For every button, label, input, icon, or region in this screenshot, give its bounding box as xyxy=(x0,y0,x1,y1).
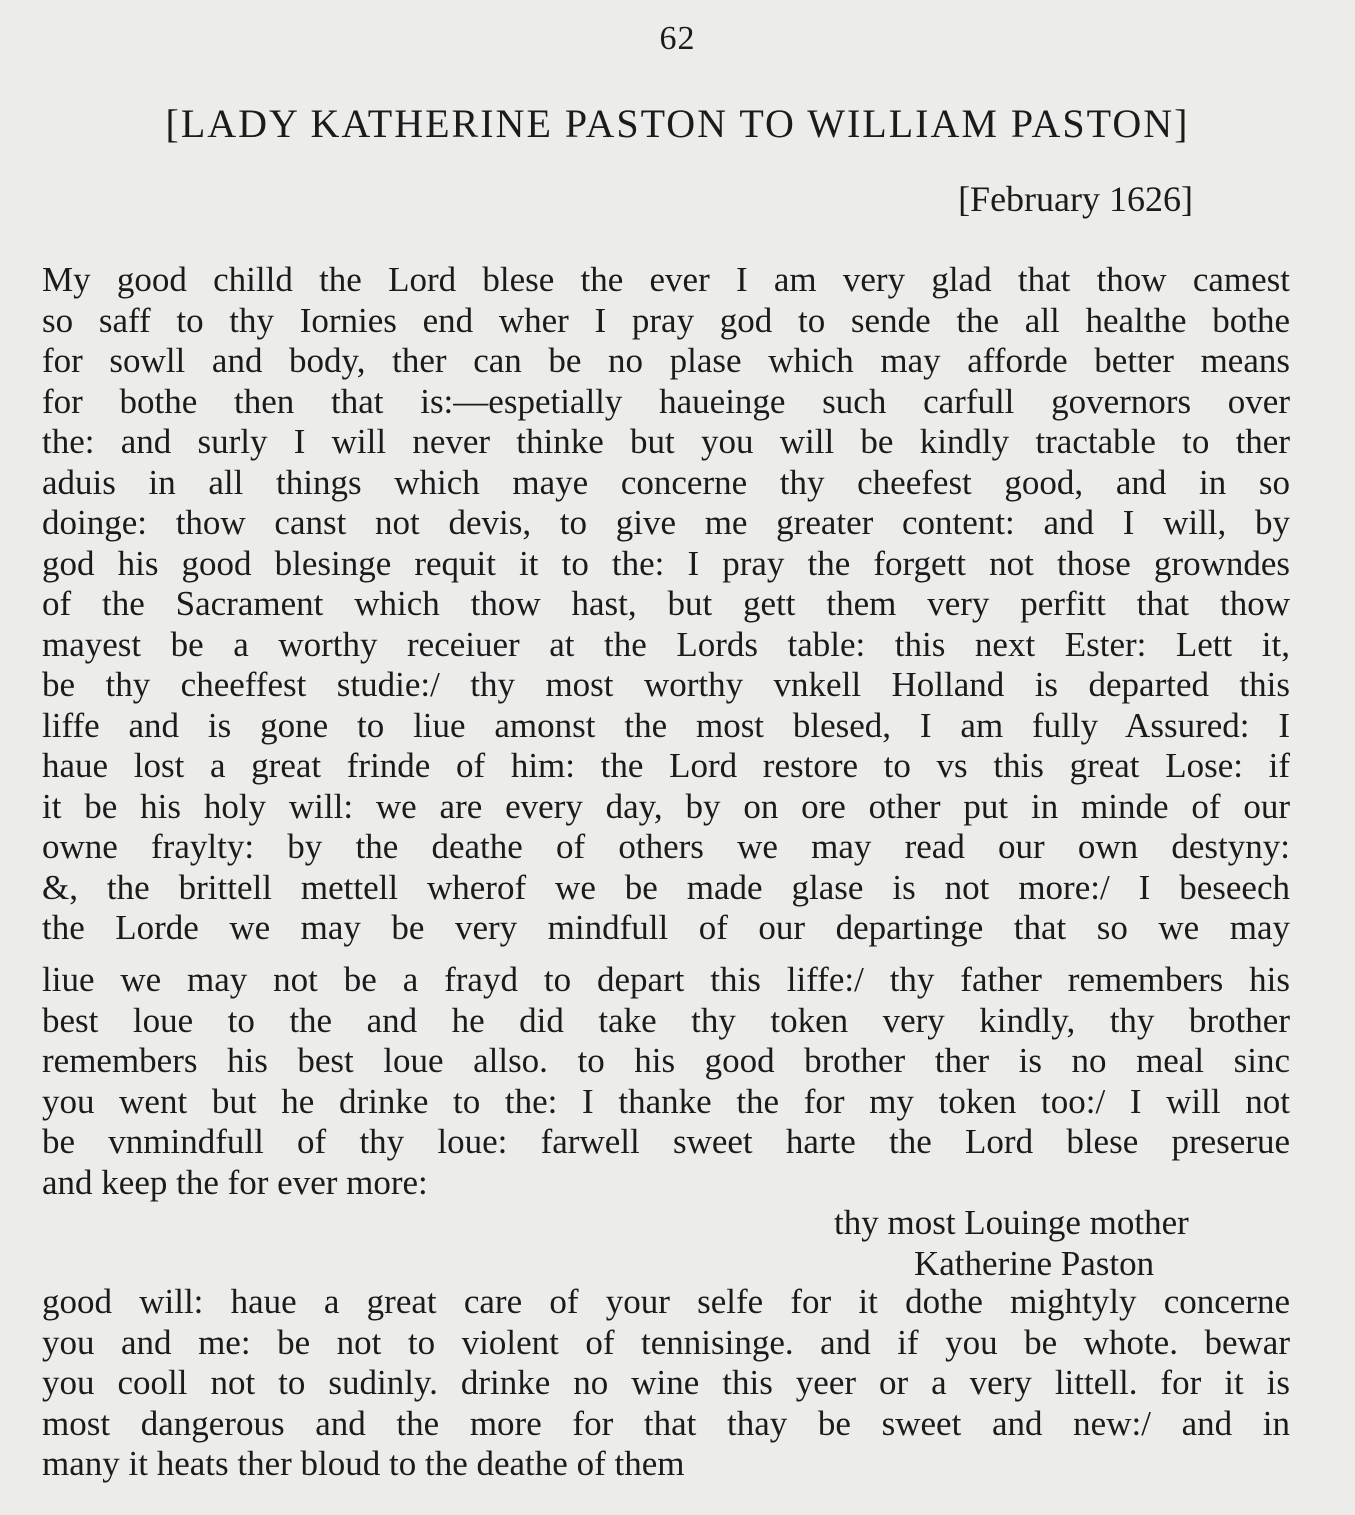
text-line: you cooll not to sudinly. drinke no wine this yeer or a very littell. for it is xyxy=(42,1363,1290,1402)
text-line: and keep the for ever more: xyxy=(42,1162,428,1202)
text-line: haue lost a great frinde of him: the Lord restore to vs this great Lose: if xyxy=(42,746,1290,785)
text-line: the: and surly I will never thinke but you will be kindly tractable to ther xyxy=(42,422,1290,461)
text-line: liue we may not be a frayd to depart this liffe:/ thy father remembers his xyxy=(42,960,1290,999)
text-line: doinge: thow canst not devis, to give me greater content: and I will, by xyxy=(42,503,1290,542)
text-line: most dangerous and the more for that thay be sweet and new:/ and in xyxy=(42,1403,1290,1443)
letter-title: [LADY KATHERINE PASTON TO WILLIAM PASTON] xyxy=(165,101,1190,146)
text-line: be thy cheeffest studie:/ thy most worthy vnkell Holland is departed this xyxy=(42,665,1290,704)
letter-date: [February 1626] xyxy=(958,179,1193,219)
text-line: god his good blesinge requit it to the: I pray the forgett not those growndes xyxy=(42,543,1290,583)
text-line: mayest be a worthy receiuer at the Lords table: this next Ester: Lett it, xyxy=(42,624,1290,664)
text-line: remembers his best loue allso. to his good brother ther is no meal sinc xyxy=(42,1041,1290,1080)
text-line: aduis in all things which maye concerne thy cheefest good, and in so xyxy=(42,462,1290,502)
text-line: for sowll and body, ther can be no plase which may afforde better means xyxy=(42,341,1290,380)
signature-block xyxy=(834,1203,1189,1284)
text-line: many it heats ther bloud to the deathe of them xyxy=(42,1444,685,1483)
letter-body-part2 xyxy=(42,960,1290,1203)
page-number: 62 xyxy=(659,20,696,57)
text-line: good will: haue a great care of your selfe for it dothe mightyly concerne xyxy=(42,1282,1290,1321)
text-line: &, the brittell mettell wherof we be made glase is not more:/ I beseech xyxy=(42,867,1290,907)
text-line: My good chilld the Lord blese the ever I am very glad that thow camest xyxy=(42,260,1290,299)
text-line: be vnmindfull of thy loue: farwell sweet harte the Lord blese preserue xyxy=(42,1122,1290,1161)
text-line: so saff to thy Iornies end wher I pray god to sende the all healthe bothe xyxy=(42,300,1290,340)
text-line: for bothe then that is:—espetially haueinge such carfull governors over xyxy=(42,381,1290,421)
text-line: you and me: be not to violent of tennisinge. and if you be whote. bewar xyxy=(42,1322,1290,1362)
text-line: the Lorde we may be very mindfull of our departinge that so we may xyxy=(42,908,1290,947)
text-line: of the Sacrament which thow hast, but gett them very perfitt that thow xyxy=(42,584,1290,623)
signature-name: Katherine Paston xyxy=(914,1243,1155,1283)
text-line: best loue to the and he did take thy token very kindly, thy brother xyxy=(42,1000,1290,1040)
signature-closing: thy most Louinge mother xyxy=(834,1203,1189,1242)
postscript xyxy=(42,1282,1290,1485)
text-line: you went but he drinke to the: I thanke the for my token too:/ I will not xyxy=(42,1081,1290,1121)
text-line: owne fraylty: by the deathe of others we may read our own destyny: xyxy=(42,827,1290,866)
text-line: liffe and is gone to liue amonst the most blesed, I am fully Assured: I xyxy=(42,705,1290,745)
text-line: it be his holy will: we are every day, by on ore other put in minde of our xyxy=(42,786,1290,826)
letter-body-part1 xyxy=(42,260,1290,949)
